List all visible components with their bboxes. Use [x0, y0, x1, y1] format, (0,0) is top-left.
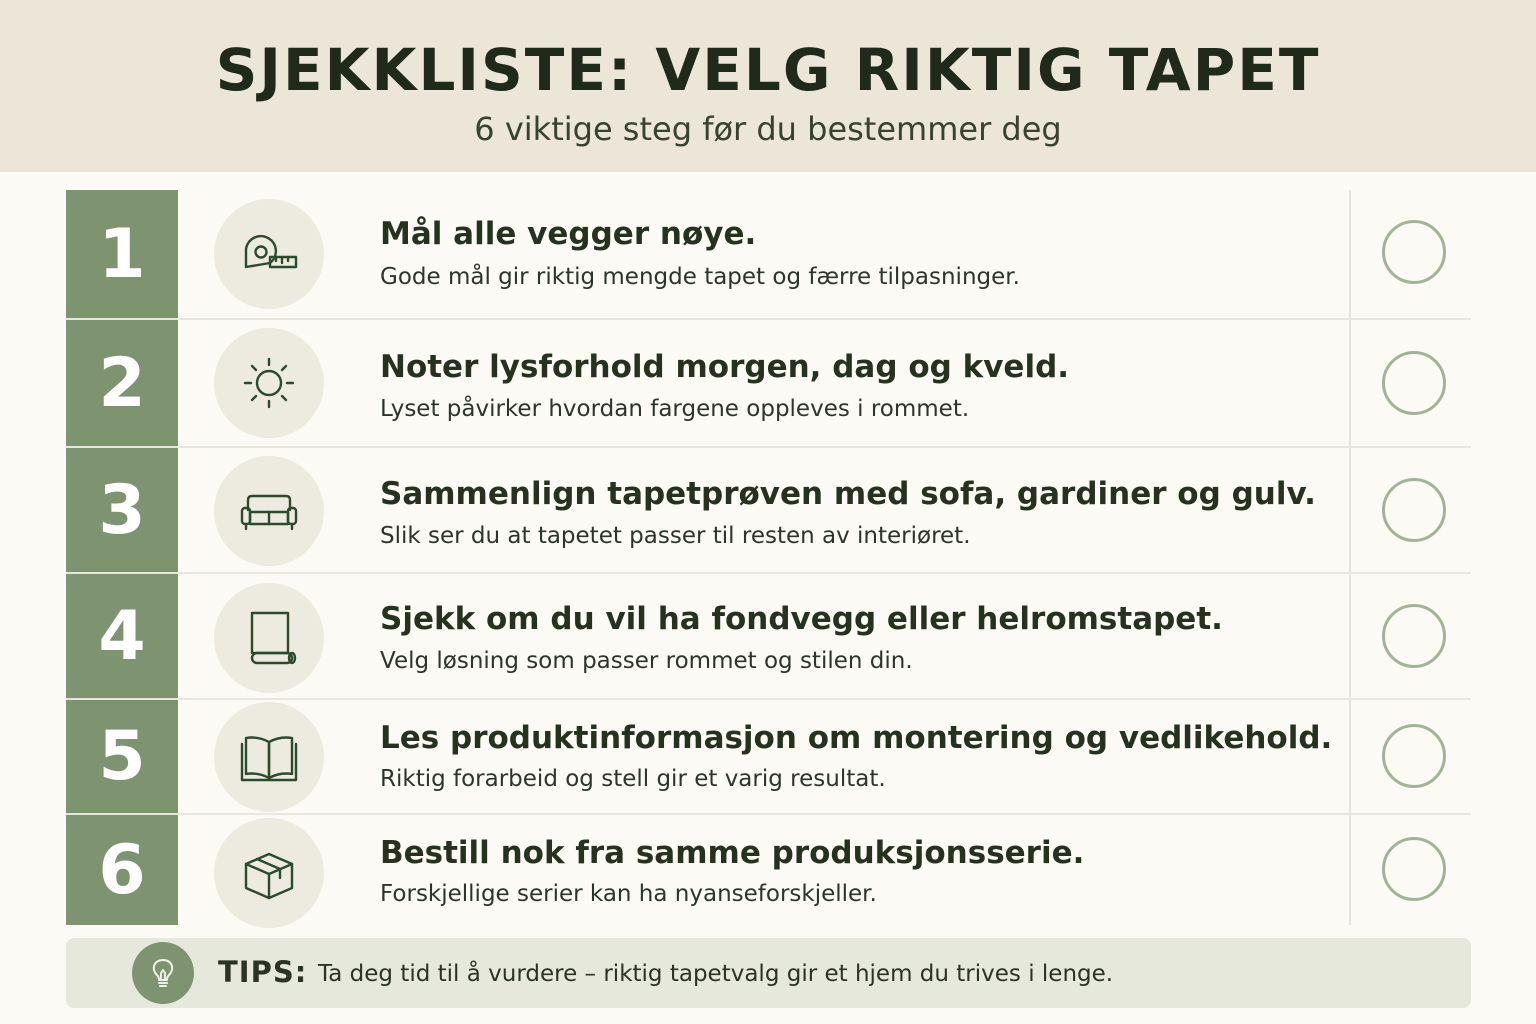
checklist-row-3 [66, 448, 1471, 574]
step-title: Mål alle vegger nøye. [380, 216, 757, 252]
step-description: Lyset påvirker hvordan fargene oppleves i rommet. [380, 396, 970, 422]
column-divider [1349, 448, 1351, 572]
sun-icon [226, 340, 312, 426]
package-box-icon [226, 830, 312, 916]
column-divider [1349, 700, 1351, 813]
step-number: 4 [66, 574, 178, 698]
step-number: 1 [66, 190, 178, 318]
tips-banner [66, 938, 1471, 1008]
checklist-row-4 [66, 574, 1471, 700]
column-divider [1349, 190, 1351, 318]
column-divider [1349, 815, 1351, 925]
step-number: 3 [66, 448, 178, 572]
checklist-row-6 [66, 815, 1471, 925]
step-title: Les produktinformasjon om montering og vedlikehold. [380, 720, 1333, 756]
checkbox-step-1[interactable] [1382, 220, 1446, 284]
step-description: Velg løsning som passer rommet og stilen din. [380, 648, 913, 674]
step-icon-wrap [214, 818, 324, 928]
step-description: Forskjellige serier kan ha nyanseforskjeller. [380, 881, 877, 907]
step-title: Sjekk om du vil ha fondvegg eller helromstapet. [380, 601, 1223, 637]
checkbox-step-3[interactable] [1382, 478, 1446, 542]
checkbox-step-4[interactable] [1382, 604, 1446, 668]
sofa-icon [226, 468, 312, 554]
tips-icon-wrap [132, 942, 194, 1004]
step-icon-wrap [214, 199, 324, 309]
lightbulb-icon [145, 955, 181, 991]
checkbox-step-5[interactable] [1382, 724, 1446, 788]
step-title: Noter lysforhold morgen, dag og kveld. [380, 349, 1070, 385]
page-title: SJEKKLISTE: VELG RIKTIG TAPET [215, 36, 1321, 104]
header [0, 0, 1536, 172]
step-number: 6 [66, 815, 178, 925]
open-book-icon [226, 714, 312, 800]
step-icon-wrap [214, 583, 324, 693]
step-number: 5 [66, 700, 178, 813]
column-divider [1349, 320, 1351, 446]
checkbox-step-6[interactable] [1382, 837, 1446, 901]
page-subtitle: 6 viktige steg før du bestemmer deg [474, 110, 1062, 148]
step-description: Slik ser du at tapetet passer til resten av interiøret. [380, 523, 971, 549]
step-description: Gode mål gir riktig mengde tapet og færre tilpasninger. [380, 264, 1020, 290]
column-divider [1349, 574, 1351, 698]
checkbox-step-2[interactable] [1382, 351, 1446, 415]
step-icon-wrap [214, 456, 324, 566]
tips-text: Ta deg tid til å vurdere – riktig tapetvalg gir et hjem du trives i lenge. [318, 961, 1114, 987]
tips-label: TIPS: [218, 955, 308, 989]
step-icon-wrap [214, 702, 324, 812]
wallpaper-roll-icon [226, 595, 312, 681]
step-title: Sammenlign tapetprøven med sofa, gardiner og gulv. [380, 476, 1316, 512]
step-description: Riktig forarbeid og stell gir et varig resultat. [380, 766, 886, 792]
step-number: 2 [66, 320, 178, 446]
step-title: Bestill nok fra samme produksjonsserie. [380, 835, 1085, 871]
measuring-tape-icon [226, 211, 312, 297]
checklist-row-1 [66, 190, 1471, 320]
step-icon-wrap [214, 328, 324, 438]
checklist-row-2 [66, 320, 1471, 448]
checklist-row-5 [66, 700, 1471, 815]
